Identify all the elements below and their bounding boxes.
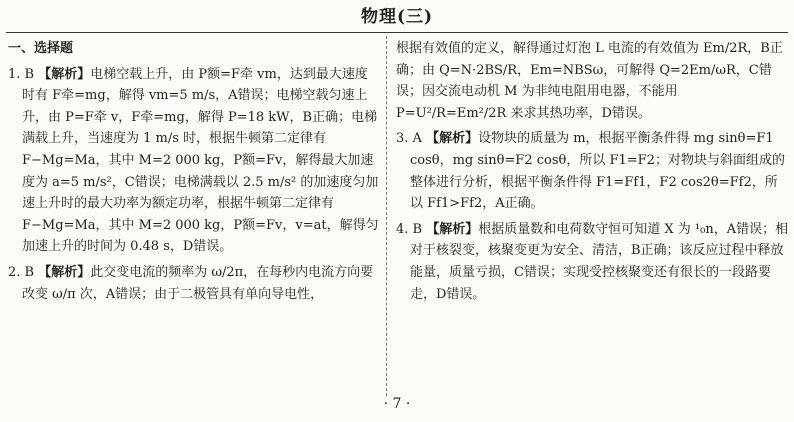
analysis-tag: 【解析】 — [426, 131, 479, 147]
question-number: 1. B — [8, 66, 35, 82]
question-number: 4. B — [396, 221, 423, 237]
analysis-tag: 【解析】 — [38, 66, 91, 82]
question-text: 根据有效值的定义，解得通过灯泡 L 电流的有效值为 Em/2R，B正确；由 Q=N·2BS/R，Em=NBSω，可解得 Q=2Em/ωR，C错误；因交流电动机 M 为非纯电阻用电器，不能用 P=U²/R=Em²/2R 来求其热功率，D错误。 — [396, 41, 783, 121]
question-text: 根据质量数和电荷数守恒可知道 X 为 ¹₀n，A错误；相对于核裂变，核聚变更为安全、清洁，B正确；该反应过程中释放能量，质量亏损，C错误；实现受控核聚变还有很长的一段路要走，D错误。 — [410, 221, 789, 302]
question-2 — [8, 262, 380, 305]
column-divider — [386, 36, 387, 396]
analysis-tag: 【解析】 — [426, 221, 479, 237]
question-text: 电梯空载上升，由 P额=F牵 vm，达到最大速度时有 F牵=mg，解得 vm=5 m/s，A错误；电梯空载匀速上升，由 P=F牵 v，F牵=mg，解得 P=18 kW，B正确；电梯满载上升，当速度为 1 m/s 时，根据牛顿第二定律有 F−Mg=Ma，其中 M=2 000 kg，P额=Fv，解得最大加速度为 a=5 m/s²，C错误；电梯满载以 2.5 m/s² 的加速度匀加速上升时的最大功率为额定功率，根据牛顿第二定律有 F−Mg=Ma，其中 M=2 000 kg，P额=Fv，v=at，解得匀加速上升的时间为 0.48 s，D错误。 — [22, 66, 379, 255]
left-column — [8, 38, 380, 305]
question-3 — [396, 128, 790, 214]
question-2-continued — [396, 38, 790, 124]
question-text: 此交变电流的频率为 ω/2π，在每秒内电流方向要改变 ω/π 次，A错误；由于二极管具有单向导电性， — [22, 264, 374, 302]
right-column — [396, 38, 790, 305]
analysis-tag: 【解析】 — [38, 264, 91, 280]
page-number: · 7 · — [383, 396, 411, 412]
page-title: 物理(三) — [360, 7, 434, 27]
section-heading: 一、选择题 — [8, 41, 74, 56]
question-1 — [8, 64, 380, 258]
question-number: 3. A — [396, 131, 422, 147]
question-4 — [396, 219, 790, 305]
question-number: 2. B — [8, 264, 35, 280]
title-divider — [6, 32, 788, 33]
question-text: 设物块的质量为 m，根据平衡条件得 mg sinθ=F1 cosθ，mg sinθ=F2 cosθ，所以 F1=F2；对物块与斜面组成的整体进行分析，根据平衡条件得 F1=Ff1，F2 cos2θ=Ff2，所以 Ff1>Ff2，A正确。 — [410, 131, 785, 212]
